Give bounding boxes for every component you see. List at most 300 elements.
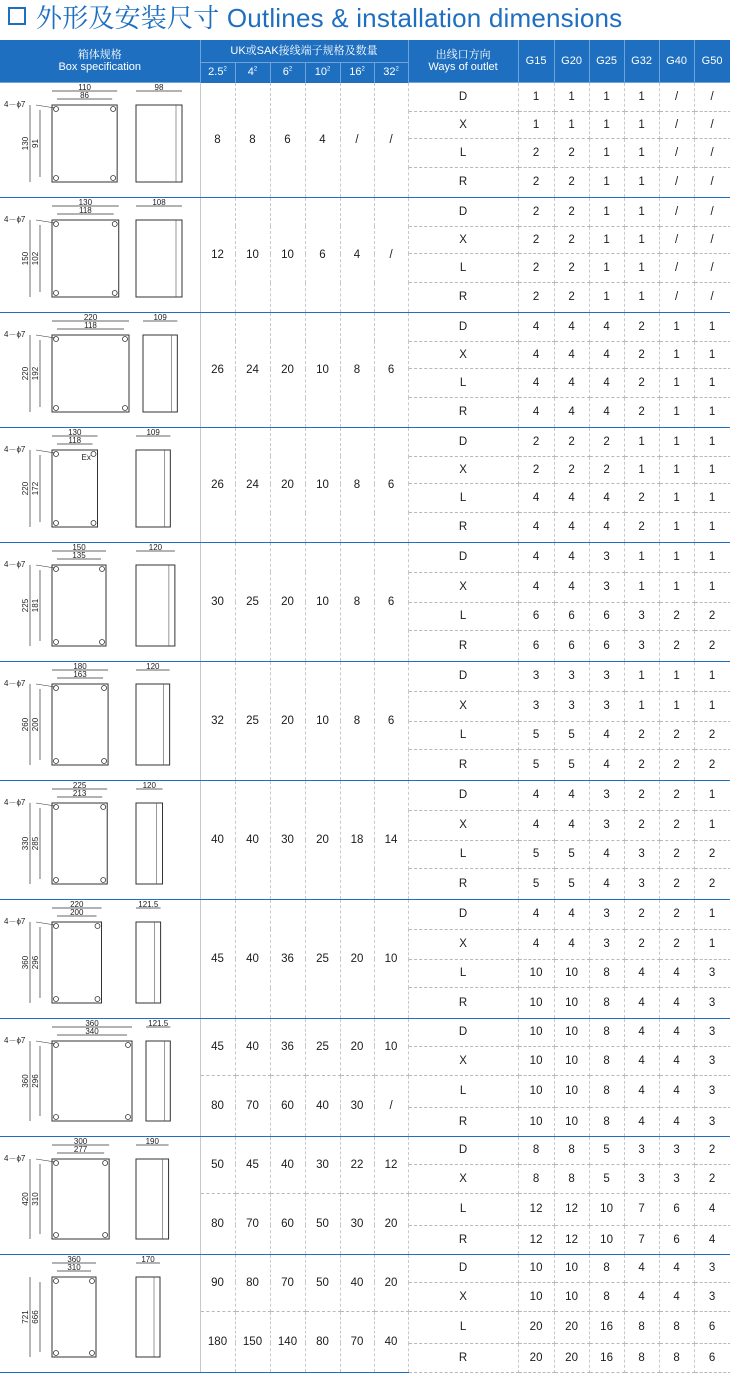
box-outline-drawing xyxy=(0,1019,200,1133)
gland-count: 1 xyxy=(624,168,659,197)
gland-count: 1 xyxy=(694,312,730,341)
gland-count: 4 xyxy=(624,988,659,1018)
mounting-hole-icon xyxy=(54,221,59,226)
gland-count: 1 xyxy=(624,427,659,456)
gland-count: 2 xyxy=(659,869,694,899)
front-view xyxy=(52,803,107,884)
gland-count: / xyxy=(659,197,694,226)
gland-count: 1 xyxy=(589,111,624,139)
gland-count: 2 xyxy=(624,341,659,369)
box-outline-drawing xyxy=(0,1255,200,1369)
gland-count: 1 xyxy=(694,899,730,929)
gland-count: 4 xyxy=(518,899,554,929)
hole-spec-label: 4－ϕ7 xyxy=(4,444,26,454)
gland-count: 2 xyxy=(589,456,624,484)
inner-width-label: 213 xyxy=(72,788,87,798)
gland-count: 8 xyxy=(624,1343,659,1372)
gland-count: 3 xyxy=(554,691,589,721)
gland-count: 1 xyxy=(624,197,659,226)
gland-count: 4 xyxy=(624,1018,659,1046)
gland-count: 4 xyxy=(589,312,624,341)
mounting-hole-icon xyxy=(100,639,105,644)
width-label: 225 xyxy=(72,780,87,790)
gland-count: 2 xyxy=(694,631,730,661)
terminal-count: 140 xyxy=(270,1311,305,1372)
gland-count: 1 xyxy=(694,691,730,721)
gland-count: 10 xyxy=(554,1282,589,1311)
gland-count: 4 xyxy=(659,1282,694,1311)
table-row xyxy=(0,1018,730,1046)
gland-count: 1 xyxy=(589,139,624,168)
gland-count: 4 xyxy=(518,369,554,398)
table-row xyxy=(0,661,730,691)
outlet-way: D xyxy=(408,1018,518,1046)
terminal-count: 8 xyxy=(340,427,374,542)
gland-count: 1 xyxy=(694,398,730,427)
mounting-hole-icon xyxy=(112,221,117,226)
outlet-way: L xyxy=(408,602,518,631)
terminal-count: 150 xyxy=(235,1311,270,1372)
mounting-hole-icon xyxy=(54,175,59,180)
gland-count: 10 xyxy=(518,1075,554,1107)
terminal-count: 50 xyxy=(200,1136,235,1193)
gland-count: 8 xyxy=(518,1136,554,1164)
gland-count: 10 xyxy=(518,988,554,1018)
inner-width-label: 86 xyxy=(80,90,90,100)
mounting-hole-icon xyxy=(54,996,59,1001)
gland-count: 4 xyxy=(589,721,624,750)
terminal-count: 20 xyxy=(340,899,374,1018)
gland-count: 4 xyxy=(624,1075,659,1107)
terminal-count: 40 xyxy=(235,780,270,899)
gland-count: 6 xyxy=(659,1225,694,1254)
height-label: 220 xyxy=(21,481,30,495)
gland-count: 1 xyxy=(694,427,730,456)
front-view xyxy=(52,1041,132,1121)
terminal-count: 70 xyxy=(235,1075,270,1136)
inner-height-label: 296 xyxy=(31,1073,40,1088)
box-drawing-cell xyxy=(0,661,200,780)
gland-count: 5 xyxy=(518,750,554,780)
gland-count: 3 xyxy=(589,542,624,572)
gland-count: 2 xyxy=(624,312,659,341)
side-view xyxy=(136,450,170,527)
gland-count: 1 xyxy=(694,661,730,691)
terminal-count: 10 xyxy=(374,899,408,1018)
gland-count: / xyxy=(659,168,694,197)
terminal-count: 25 xyxy=(235,661,270,780)
gland-count: 4 xyxy=(694,1193,730,1225)
gland-count: 2 xyxy=(624,750,659,780)
height-label: 420 xyxy=(21,1191,30,1206)
gland-count: 4 xyxy=(624,959,659,988)
header-terminal-group: UK或SAK接线端子规格及数量 xyxy=(200,40,408,62)
inner-height-label: 192 xyxy=(31,366,40,380)
gland-count: 4 xyxy=(659,988,694,1018)
gland-count: 2 xyxy=(554,197,589,226)
outlet-way: R xyxy=(408,168,518,197)
gland-count: 3 xyxy=(659,1136,694,1164)
gland-count: 3 xyxy=(518,691,554,721)
gland-count: 12 xyxy=(518,1225,554,1254)
inner-width-label: 200 xyxy=(70,907,84,917)
gland-count: 2 xyxy=(659,721,694,750)
gland-count: / xyxy=(659,254,694,283)
gland-count: 4 xyxy=(659,1018,694,1046)
header-gland: G50 xyxy=(694,40,730,82)
gland-count: 1 xyxy=(624,661,659,691)
gland-count: 1 xyxy=(518,82,554,111)
gland-count: 5 xyxy=(589,1136,624,1164)
terminal-count: 6 xyxy=(374,661,408,780)
width-label: 130 xyxy=(68,427,82,437)
gland-count: 2 xyxy=(659,929,694,959)
mounting-hole-icon xyxy=(54,1232,59,1237)
gland-count: 2 xyxy=(518,283,554,312)
inner-width-label: 118 xyxy=(84,320,97,330)
gland-count: 5 xyxy=(518,869,554,899)
gland-count: 4 xyxy=(554,513,589,542)
gland-count: 2 xyxy=(659,810,694,840)
terminal-count: 20 xyxy=(270,542,305,661)
inner-width-label: 310 xyxy=(67,1262,81,1272)
outlet-way: L xyxy=(408,721,518,750)
gland-count: 1 xyxy=(624,82,659,111)
width-label: 110 xyxy=(78,82,91,92)
table-row xyxy=(0,780,730,810)
outlet-way: D xyxy=(408,427,518,456)
header-gland: G20 xyxy=(554,40,589,82)
gland-count: 5 xyxy=(554,869,589,899)
terminal-count: 20 xyxy=(270,427,305,542)
gland-count: 1 xyxy=(624,111,659,139)
gland-count: 2 xyxy=(659,602,694,631)
terminal-count: 8 xyxy=(200,82,235,197)
terminal-count: 45 xyxy=(200,899,235,1018)
outlet-way: D xyxy=(408,82,518,111)
width-label: 360 xyxy=(67,1254,81,1264)
gland-count: 1 xyxy=(589,197,624,226)
gland-count: 3 xyxy=(624,631,659,661)
height-label: 260 xyxy=(21,717,30,731)
gland-count: 12 xyxy=(554,1193,589,1225)
gland-count: 10 xyxy=(554,1254,589,1282)
gland-count: 10 xyxy=(518,1254,554,1282)
depth-label: 120 xyxy=(148,542,163,552)
gland-count: 3 xyxy=(589,929,624,959)
gland-count: 1 xyxy=(624,572,659,602)
terminal-count: 20 xyxy=(340,1018,374,1075)
terminal-count: / xyxy=(374,197,408,312)
gland-count: 8 xyxy=(554,1164,589,1193)
header-terminal-size: $32^2$ xyxy=(374,62,408,82)
terminal-count: 24 xyxy=(235,312,270,427)
front-view xyxy=(52,565,106,646)
gland-count: / xyxy=(694,226,730,254)
gland-count: 1 xyxy=(694,456,730,484)
box-drawing-cell xyxy=(0,542,200,661)
gland-count: 5 xyxy=(518,840,554,869)
gland-count: 4 xyxy=(659,959,694,988)
mounting-hole-icon xyxy=(54,639,59,644)
terminal-count: 30 xyxy=(270,780,305,899)
gland-count: 3 xyxy=(554,661,589,691)
header-gland: G25 xyxy=(589,40,624,82)
terminal-count: 30 xyxy=(340,1075,374,1136)
gland-count: 5 xyxy=(554,750,589,780)
inner-width-label: 118 xyxy=(78,205,92,215)
gland-count: 3 xyxy=(589,661,624,691)
gland-count: 10 xyxy=(554,1046,589,1075)
gland-count: 4 xyxy=(518,572,554,602)
inner-height-label: 91 xyxy=(31,138,40,148)
gland-count: 4 xyxy=(518,341,554,369)
outlet-way: X xyxy=(408,691,518,721)
height-label: 721 xyxy=(21,1309,30,1324)
terminal-count: 40 xyxy=(340,1254,374,1311)
depth-label: 121.5 xyxy=(148,1018,169,1028)
terminal-count: 22 xyxy=(340,1136,374,1193)
height-label: 225 xyxy=(21,598,30,612)
mounting-hole-icon xyxy=(54,923,59,928)
terminal-count: 70 xyxy=(340,1311,374,1372)
gland-count: 4 xyxy=(554,341,589,369)
gland-count: 2 xyxy=(554,226,589,254)
gland-count: 2 xyxy=(659,631,694,661)
gland-count: 2 xyxy=(554,168,589,197)
terminal-count: 8 xyxy=(340,312,374,427)
mounting-hole-icon xyxy=(54,336,59,341)
gland-count: 20 xyxy=(518,1311,554,1343)
outlet-way: D xyxy=(408,542,518,572)
terminal-count: 10 xyxy=(305,661,340,780)
outlet-way: X xyxy=(408,1164,518,1193)
header-terminal-size: $10^2$ xyxy=(305,62,340,82)
header-box-spec xyxy=(0,40,200,82)
gland-count: 4 xyxy=(589,369,624,398)
terminal-count: 45 xyxy=(200,1018,235,1075)
height-label: 130 xyxy=(21,136,30,150)
gland-count: 8 xyxy=(589,1107,624,1136)
mounting-hole-icon xyxy=(112,290,117,295)
gland-count: 4 xyxy=(659,1107,694,1136)
outlet-way: X xyxy=(408,456,518,484)
gland-count: 10 xyxy=(554,959,589,988)
terminal-count: 32 xyxy=(200,661,235,780)
terminal-count: 18 xyxy=(340,780,374,899)
gland-count: 4 xyxy=(554,780,589,810)
table-row xyxy=(0,197,730,226)
mounting-hole-icon xyxy=(91,451,96,456)
inner-height-label: 102 xyxy=(31,251,40,265)
outlet-way: L xyxy=(408,1075,518,1107)
gland-count: 8 xyxy=(589,1018,624,1046)
depth-label: 108 xyxy=(152,197,166,207)
outlet-way: L xyxy=(408,484,518,513)
outlet-way: L xyxy=(408,1193,518,1225)
gland-count: 10 xyxy=(589,1225,624,1254)
height-label: 360 xyxy=(21,1073,30,1088)
gland-count: 6 xyxy=(518,631,554,661)
terminal-count: 40 xyxy=(200,780,235,899)
terminal-count: 8 xyxy=(235,82,270,197)
gland-count: 2 xyxy=(694,840,730,869)
gland-count: / xyxy=(659,82,694,111)
depth-label: 120 xyxy=(142,780,156,790)
inner-width-label: 277 xyxy=(73,1144,88,1154)
gland-count: 4 xyxy=(589,840,624,869)
hole-spec-label: 4－ϕ7 xyxy=(4,559,26,569)
gland-count: 4 xyxy=(624,1046,659,1075)
header-box-spec-cn: 箱体规格 xyxy=(77,48,122,61)
gland-count: 10 xyxy=(518,1046,554,1075)
terminal-count: 6 xyxy=(374,542,408,661)
terminal-count: 4 xyxy=(305,82,340,197)
terminal-count: 80 xyxy=(235,1254,270,1311)
gland-count: 3 xyxy=(694,1046,730,1075)
terminal-count: 50 xyxy=(305,1254,340,1311)
front-view xyxy=(52,684,108,765)
outlet-way: X xyxy=(408,1282,518,1311)
mounting-hole-icon xyxy=(54,1114,59,1119)
gland-count: / xyxy=(694,139,730,168)
gland-count: 4 xyxy=(589,341,624,369)
gland-count: 2 xyxy=(624,810,659,840)
gland-count: 1 xyxy=(624,254,659,283)
gland-count: 4 xyxy=(624,1107,659,1136)
gland-count: 3 xyxy=(624,869,659,899)
gland-count: 2 xyxy=(624,513,659,542)
outlet-way: L xyxy=(408,369,518,398)
header-box-spec-en: Box specification xyxy=(58,60,142,73)
gland-count: 4 xyxy=(554,572,589,602)
gland-count: 3 xyxy=(694,959,730,988)
outlet-way: X xyxy=(408,1046,518,1075)
outlet-way: L xyxy=(408,254,518,283)
gland-count: 8 xyxy=(659,1343,694,1372)
outlet-way: X xyxy=(408,810,518,840)
header-terminal-size: $16^2$ xyxy=(340,62,374,82)
side-view xyxy=(136,220,182,297)
header-outlet-en: Ways of outlet xyxy=(428,60,498,73)
gland-count: 2 xyxy=(694,1136,730,1164)
width-label: 300 xyxy=(73,1136,88,1146)
outlet-way: D xyxy=(408,899,518,929)
terminal-count: 70 xyxy=(235,1193,270,1254)
mounting-hole-icon xyxy=(95,996,100,1001)
gland-count: 5 xyxy=(554,721,589,750)
gland-count: 6 xyxy=(589,602,624,631)
gland-count: 1 xyxy=(659,312,694,341)
gland-count: 3 xyxy=(624,1136,659,1164)
outlet-way: R xyxy=(408,1343,518,1372)
box-outline-drawing xyxy=(0,662,200,777)
gland-count: 3 xyxy=(624,602,659,631)
gland-count: 1 xyxy=(589,168,624,197)
mounting-hole-icon xyxy=(54,405,59,410)
inner-width-label: 135 xyxy=(72,550,86,560)
terminal-count: 40 xyxy=(305,1075,340,1136)
front-view xyxy=(52,1159,109,1239)
inner-height-label: 172 xyxy=(31,481,40,495)
gland-count: 10 xyxy=(554,988,589,1018)
outlet-way: D xyxy=(408,312,518,341)
gland-count: 8 xyxy=(659,1311,694,1343)
terminal-count: 25 xyxy=(235,542,270,661)
gland-count: 2 xyxy=(694,750,730,780)
terminal-count: 20 xyxy=(305,780,340,899)
gland-count: / xyxy=(694,197,730,226)
gland-count: 3 xyxy=(589,691,624,721)
gland-count: 2 xyxy=(694,869,730,899)
gland-count: 2 xyxy=(624,780,659,810)
box-drawing-cell xyxy=(0,1254,200,1372)
mounting-hole-icon xyxy=(54,758,59,763)
terminal-count: 40 xyxy=(374,1311,408,1372)
gland-count: 1 xyxy=(554,82,589,111)
gland-count: 2 xyxy=(659,899,694,929)
gland-count: 2 xyxy=(624,721,659,750)
table-row xyxy=(0,427,730,456)
header-gland: G32 xyxy=(624,40,659,82)
gland-count: 3 xyxy=(624,840,659,869)
box-drawing-cell xyxy=(0,197,200,312)
gland-count: / xyxy=(694,254,730,283)
mounting-hole-icon xyxy=(102,758,107,763)
box-outline-drawing xyxy=(0,313,200,424)
hole-spec-label: 4－ϕ7 xyxy=(4,99,26,109)
side-view xyxy=(136,1277,160,1357)
gland-count: 2 xyxy=(659,750,694,780)
front-view xyxy=(52,105,117,182)
gland-count: 1 xyxy=(694,810,730,840)
gland-count: 3 xyxy=(518,661,554,691)
gland-count: 7 xyxy=(624,1193,659,1225)
gland-count: 8 xyxy=(589,988,624,1018)
outlet-way: R xyxy=(408,398,518,427)
terminal-count: / xyxy=(340,82,374,197)
gland-count: 20 xyxy=(554,1343,589,1372)
gland-count: 1 xyxy=(694,572,730,602)
box-drawing-cell xyxy=(0,1018,200,1136)
gland-count: 2 xyxy=(589,427,624,456)
outlet-way: L xyxy=(408,840,518,869)
outlet-way: R xyxy=(408,869,518,899)
inner-height-label: 310 xyxy=(31,1191,40,1206)
box-outline-drawing xyxy=(0,198,200,309)
gland-count: 1 xyxy=(659,341,694,369)
gland-count: 5 xyxy=(554,840,589,869)
gland-count: 4 xyxy=(589,513,624,542)
terminal-count: / xyxy=(374,1075,408,1136)
depth-label: 121.5 xyxy=(138,899,159,909)
side-view xyxy=(146,1041,170,1121)
mounting-hole-icon xyxy=(91,520,96,525)
gland-count: 1 xyxy=(694,542,730,572)
table-row xyxy=(0,899,730,929)
terminal-count: 45 xyxy=(235,1136,270,1193)
box-drawing-cell xyxy=(0,82,200,197)
inner-height-label: 200 xyxy=(31,717,40,731)
gland-count: 2 xyxy=(518,456,554,484)
gland-count: / xyxy=(659,111,694,139)
gland-count: 1 xyxy=(659,427,694,456)
gland-count: 12 xyxy=(554,1225,589,1254)
mounting-hole-icon xyxy=(103,1232,108,1237)
table-row xyxy=(0,1136,730,1164)
width-label: 180 xyxy=(73,661,87,671)
gland-count: 2 xyxy=(554,283,589,312)
